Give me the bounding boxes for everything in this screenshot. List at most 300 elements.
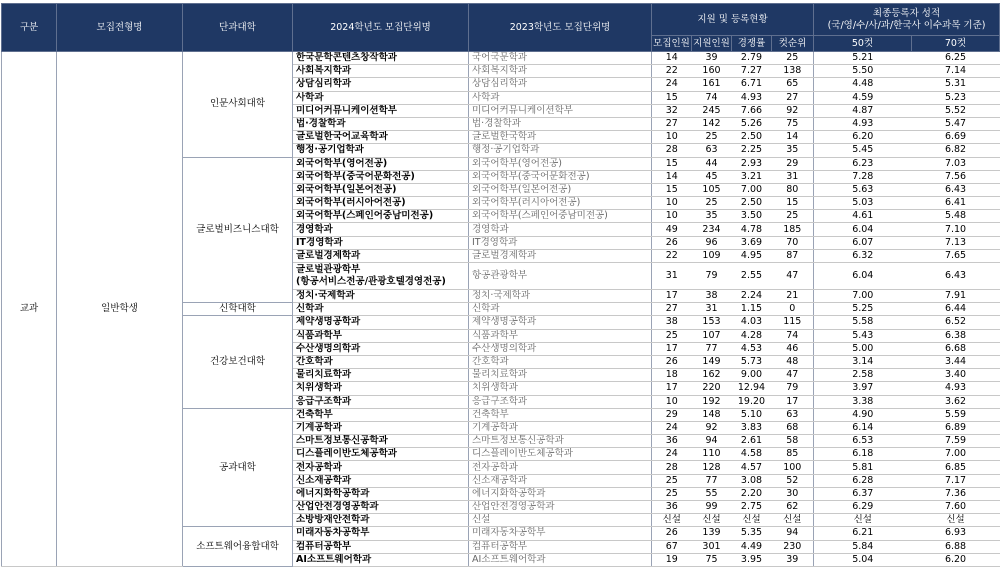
cut50-cell: 5.63 bbox=[814, 183, 912, 196]
recruit-cell: 24 bbox=[652, 78, 692, 91]
applicants-cell: 109 bbox=[692, 249, 732, 262]
unit-2023-cell: 미디어커뮤니케이션학부 bbox=[469, 104, 652, 117]
cut50-cell: 6.20 bbox=[814, 131, 912, 144]
unit-2024-cell: 글로벌경제학과 bbox=[293, 249, 469, 262]
college-cell: 공과대학 bbox=[183, 408, 293, 527]
cut50-cell: 5.45 bbox=[814, 144, 912, 157]
recruit-cell: 15 bbox=[652, 91, 692, 104]
cut70-cell: 3.44 bbox=[912, 355, 1000, 368]
header-cut50: 50컷 bbox=[814, 36, 912, 52]
unit-2024-cell: 미디어커뮤니케이션학부 bbox=[293, 104, 469, 117]
recruit-cell: 28 bbox=[652, 144, 692, 157]
applicants-cell: 160 bbox=[692, 65, 732, 78]
unit-2023-cell: 상담심리학과 bbox=[469, 78, 652, 91]
competition-cell: 12.94 bbox=[732, 382, 772, 395]
applicants-cell: 75 bbox=[692, 553, 732, 566]
cut50-cell: 5.00 bbox=[814, 342, 912, 355]
unit-2023-cell: 산업안전경영공학과 bbox=[469, 501, 652, 514]
applicants-cell: 63 bbox=[692, 144, 732, 157]
cut70-cell: 6.43 bbox=[912, 183, 1000, 196]
applicants-cell: 38 bbox=[692, 290, 732, 303]
applicants-cell: 39 bbox=[692, 52, 732, 65]
competition-cell: 2.24 bbox=[732, 290, 772, 303]
unit-2024-cell: 외국어학부(스페인어중남미전공) bbox=[293, 210, 469, 223]
applicants-cell: 55 bbox=[692, 487, 732, 500]
recruit-cell: 10 bbox=[652, 131, 692, 144]
unit-2023-cell: AI소프트웨어학과 bbox=[469, 553, 652, 566]
cut50-cell: 6.23 bbox=[814, 157, 912, 170]
competition-cell: 9.00 bbox=[732, 369, 772, 382]
applicants-cell: 107 bbox=[692, 329, 732, 342]
rank-cell: 75 bbox=[772, 117, 814, 130]
competition-cell: 1.15 bbox=[732, 303, 772, 316]
header-category: 구분 bbox=[2, 4, 57, 52]
cut50-cell: 6.04 bbox=[814, 263, 912, 290]
unit-2023-cell: 경영학과 bbox=[469, 223, 652, 236]
unit-2024-cell: 글로벌관광학부 (항공서비스전공/관광호텔경영전공) bbox=[293, 263, 469, 290]
unit-2023-cell: 글로벌경제학과 bbox=[469, 249, 652, 262]
rank-cell: 92 bbox=[772, 104, 814, 117]
cut70-cell: 6.38 bbox=[912, 329, 1000, 342]
unit-2023-cell: 외국어학부(스페인어중남미전공) bbox=[469, 210, 652, 223]
cut50-cell: 5.84 bbox=[814, 540, 912, 553]
cut50-cell: 5.25 bbox=[814, 303, 912, 316]
rank-cell: 63 bbox=[772, 408, 814, 421]
competition-cell: 3.21 bbox=[732, 170, 772, 183]
rank-cell: 65 bbox=[772, 78, 814, 91]
cut50-cell: 3.14 bbox=[814, 355, 912, 368]
header-unit-2024: 2024학년도 모집단위명 bbox=[293, 4, 469, 52]
rank-cell: 14 bbox=[772, 131, 814, 144]
competition-cell: 2.79 bbox=[732, 52, 772, 65]
rank-cell: 15 bbox=[772, 197, 814, 210]
cut50-cell: 6.14 bbox=[814, 421, 912, 434]
unit-2024-cell: 기계공학과 bbox=[293, 421, 469, 434]
unit-2023-cell: 건축학부 bbox=[469, 408, 652, 421]
cut50-cell: 5.21 bbox=[814, 52, 912, 65]
unit-2023-cell: 사학과 bbox=[469, 91, 652, 104]
cut50-cell: 4.48 bbox=[814, 78, 912, 91]
unit-2024-cell: 간호학과 bbox=[293, 355, 469, 368]
unit-2024-cell: 소방방재안전학과 bbox=[293, 514, 469, 527]
applicants-cell: 96 bbox=[692, 236, 732, 249]
unit-2023-cell: 제약생명공학과 bbox=[469, 316, 652, 329]
cut70-cell: 7.03 bbox=[912, 157, 1000, 170]
cut70-cell: 5.23 bbox=[912, 91, 1000, 104]
competition-cell: 4.58 bbox=[732, 448, 772, 461]
recruit-cell: 24 bbox=[652, 421, 692, 434]
unit-2023-cell: 기계공학과 bbox=[469, 421, 652, 434]
recruit-cell: 17 bbox=[652, 342, 692, 355]
header-college: 단과대학 bbox=[183, 4, 293, 52]
recruit-cell: 24 bbox=[652, 448, 692, 461]
applicants-cell: 128 bbox=[692, 461, 732, 474]
competition-cell: 5.73 bbox=[732, 355, 772, 368]
cut70-cell: 6.89 bbox=[912, 421, 1000, 434]
recruit-cell: 49 bbox=[652, 223, 692, 236]
rank-cell: 29 bbox=[772, 157, 814, 170]
rank-cell: 52 bbox=[772, 474, 814, 487]
cut70-cell: 5.52 bbox=[912, 104, 1000, 117]
unit-2023-cell: 사회복지학과 bbox=[469, 65, 652, 78]
cut50-cell: 6.37 bbox=[814, 487, 912, 500]
recruit-cell: 19 bbox=[652, 553, 692, 566]
header-apply-group: 지원 및 등록현황 bbox=[652, 4, 814, 36]
unit-2023-cell: 컴퓨터공학부 bbox=[469, 540, 652, 553]
header-cut70: 70컷 bbox=[912, 36, 1000, 52]
competition-cell: 4.93 bbox=[732, 91, 772, 104]
rank-cell: 47 bbox=[772, 369, 814, 382]
unit-2023-cell: 디스플레이반도체공학과 bbox=[469, 448, 652, 461]
category-cell: 교과 bbox=[2, 52, 57, 567]
recruit-cell: 67 bbox=[652, 540, 692, 553]
unit-2024-cell: 사회복지학과 bbox=[293, 65, 469, 78]
unit-2024-cell: 외국어학부(영어전공) bbox=[293, 157, 469, 170]
unit-2024-cell: 글로벌한국어교육학과 bbox=[293, 131, 469, 144]
cut50-cell: 3.38 bbox=[814, 395, 912, 408]
applicants-cell: 79 bbox=[692, 263, 732, 290]
recruit-cell: 27 bbox=[652, 117, 692, 130]
competition-cell: 5.10 bbox=[732, 408, 772, 421]
cut70-cell: 6.93 bbox=[912, 527, 1000, 540]
cut70-cell: 6.25 bbox=[912, 52, 1000, 65]
cut50-cell: 5.50 bbox=[814, 65, 912, 78]
cut50-cell: 6.29 bbox=[814, 501, 912, 514]
cut50-cell: 6.53 bbox=[814, 435, 912, 448]
unit-2023-cell: 물리치료학과 bbox=[469, 369, 652, 382]
applicants-cell: 99 bbox=[692, 501, 732, 514]
rank-cell: 74 bbox=[772, 329, 814, 342]
cut50-cell: 6.28 bbox=[814, 474, 912, 487]
rank-cell: 31 bbox=[772, 170, 814, 183]
unit-2024-cell: AI소프트웨어학과 bbox=[293, 553, 469, 566]
recruit-cell: 26 bbox=[652, 527, 692, 540]
rank-cell: 185 bbox=[772, 223, 814, 236]
recruit-cell: 27 bbox=[652, 303, 692, 316]
competition-cell: 7.00 bbox=[732, 183, 772, 196]
recruit-cell: 15 bbox=[652, 157, 692, 170]
cut70-cell: 6.52 bbox=[912, 316, 1000, 329]
unit-2023-cell: 항공관광학부 bbox=[469, 263, 652, 290]
rank-cell: 138 bbox=[772, 65, 814, 78]
cut70-cell: 7.36 bbox=[912, 487, 1000, 500]
rank-cell: 115 bbox=[772, 316, 814, 329]
unit-2024-cell: 산업안전경영공학과 bbox=[293, 501, 469, 514]
applicants-cell: 220 bbox=[692, 382, 732, 395]
admission-type-cell: 일반학생 bbox=[57, 52, 183, 567]
unit-2024-cell: 제약생명공학과 bbox=[293, 316, 469, 329]
recruit-cell: 25 bbox=[652, 487, 692, 500]
recruit-cell: 17 bbox=[652, 290, 692, 303]
competition-cell: 3.08 bbox=[732, 474, 772, 487]
unit-2023-cell: 식품과학부 bbox=[469, 329, 652, 342]
header-recruit: 모집인원 bbox=[652, 36, 692, 52]
cut50-cell: 4.87 bbox=[814, 104, 912, 117]
competition-cell: 2.50 bbox=[732, 131, 772, 144]
competition-cell: 3.95 bbox=[732, 553, 772, 566]
applicants-cell: 234 bbox=[692, 223, 732, 236]
rank-cell: 46 bbox=[772, 342, 814, 355]
applicants-cell: 105 bbox=[692, 183, 732, 196]
cut70-cell: 6.41 bbox=[912, 197, 1000, 210]
unit-2024-cell: 식품과학부 bbox=[293, 329, 469, 342]
cut50-cell: 4.61 bbox=[814, 210, 912, 223]
cut70-cell: 7.00 bbox=[912, 448, 1000, 461]
unit-2023-cell: 미래자동차공학부 bbox=[469, 527, 652, 540]
recruit-cell: 28 bbox=[652, 461, 692, 474]
unit-2023-cell: 신학과 bbox=[469, 303, 652, 316]
unit-2023-cell: 신소재공학과 bbox=[469, 474, 652, 487]
header-unit-2023: 2023학년도 모집단위명 bbox=[469, 4, 652, 52]
rank-cell: 25 bbox=[772, 52, 814, 65]
unit-2023-cell: 스마트정보통신공학과 bbox=[469, 435, 652, 448]
competition-cell: 4.49 bbox=[732, 540, 772, 553]
cut70-cell: 7.91 bbox=[912, 290, 1000, 303]
unit-2023-cell: 응급구조학과 bbox=[469, 395, 652, 408]
recruit-cell: 18 bbox=[652, 369, 692, 382]
competition-cell: 4.28 bbox=[732, 329, 772, 342]
cut70-cell: 6.44 bbox=[912, 303, 1000, 316]
cut50-cell: 5.04 bbox=[814, 553, 912, 566]
cut70-cell: 6.85 bbox=[912, 461, 1000, 474]
cut50-cell: 4.59 bbox=[814, 91, 912, 104]
recruit-cell: 25 bbox=[652, 329, 692, 342]
competition-cell: 5.26 bbox=[732, 117, 772, 130]
recruit-cell: 15 bbox=[652, 183, 692, 196]
applicants-cell: 45 bbox=[692, 170, 732, 183]
cut70-cell: 7.65 bbox=[912, 249, 1000, 262]
cut70-cell: 5.31 bbox=[912, 78, 1000, 91]
competition-cell: 6.71 bbox=[732, 78, 772, 91]
header-applicants: 지원인원 bbox=[692, 36, 732, 52]
unit-2023-cell: 국어국문학과 bbox=[469, 52, 652, 65]
recruit-cell: 22 bbox=[652, 249, 692, 262]
cut70-cell: 7.59 bbox=[912, 435, 1000, 448]
unit-2023-cell: 간호학과 bbox=[469, 355, 652, 368]
unit-2023-cell: 에너지화학공학과 bbox=[469, 487, 652, 500]
unit-2024-cell: 컴퓨터공학부 bbox=[293, 540, 469, 553]
rank-cell: 48 bbox=[772, 355, 814, 368]
cut70-cell: 6.43 bbox=[912, 263, 1000, 290]
unit-2024-cell: 치위생학과 bbox=[293, 382, 469, 395]
rank-cell: 25 bbox=[772, 210, 814, 223]
applicants-cell: 110 bbox=[692, 448, 732, 461]
cut70-cell: 4.93 bbox=[912, 382, 1000, 395]
cut50-cell: 4.93 bbox=[814, 117, 912, 130]
rank-cell: 80 bbox=[772, 183, 814, 196]
competition-cell: 2.61 bbox=[732, 435, 772, 448]
rank-cell: 79 bbox=[772, 382, 814, 395]
recruit-cell: 32 bbox=[652, 104, 692, 117]
cut50-cell: 4.90 bbox=[814, 408, 912, 421]
cut50-cell: 3.97 bbox=[814, 382, 912, 395]
cut50-cell: 5.81 bbox=[814, 461, 912, 474]
cut70-cell: 7.14 bbox=[912, 65, 1000, 78]
rank-cell: 17 bbox=[772, 395, 814, 408]
unit-2024-cell: 상담심리학과 bbox=[293, 78, 469, 91]
competition-cell: 3.83 bbox=[732, 421, 772, 434]
cut50-cell: 신설 bbox=[814, 514, 912, 527]
recruit-cell: 36 bbox=[652, 501, 692, 514]
cut50-cell: 6.18 bbox=[814, 448, 912, 461]
unit-2023-cell: 수산생명의학과 bbox=[469, 342, 652, 355]
rank-cell: 21 bbox=[772, 290, 814, 303]
cut50-cell: 6.21 bbox=[814, 527, 912, 540]
competition-cell: 3.69 bbox=[732, 236, 772, 249]
unit-2024-cell: 전자공학과 bbox=[293, 461, 469, 474]
cut50-cell: 5.58 bbox=[814, 316, 912, 329]
competition-cell: 2.20 bbox=[732, 487, 772, 500]
unit-2023-cell: 글로벌한국학과 bbox=[469, 131, 652, 144]
recruit-cell: 22 bbox=[652, 65, 692, 78]
cut70-cell: 5.48 bbox=[912, 210, 1000, 223]
unit-2023-cell: 신설 bbox=[469, 514, 652, 527]
rank-cell: 85 bbox=[772, 448, 814, 461]
unit-2023-cell: 법·경찰학과 bbox=[469, 117, 652, 130]
admission-results-table bbox=[1, 3, 1000, 567]
applicants-cell: 192 bbox=[692, 395, 732, 408]
recruit-cell: 36 bbox=[652, 435, 692, 448]
unit-2024-cell: 행정·공기업학과 bbox=[293, 144, 469, 157]
competition-cell: 4.03 bbox=[732, 316, 772, 329]
cut50-cell: 6.07 bbox=[814, 236, 912, 249]
competition-cell: 4.95 bbox=[732, 249, 772, 262]
applicants-cell: 31 bbox=[692, 303, 732, 316]
competition-cell: 3.50 bbox=[732, 210, 772, 223]
unit-2024-cell: 스마트정보통신공학과 bbox=[293, 435, 469, 448]
header-admission-type: 모집전형명 bbox=[57, 4, 183, 52]
rank-cell: 94 bbox=[772, 527, 814, 540]
unit-2024-cell: 신학과 bbox=[293, 303, 469, 316]
competition-cell: 신설 bbox=[732, 514, 772, 527]
recruit-cell: 10 bbox=[652, 395, 692, 408]
table-body bbox=[2, 52, 1000, 567]
unit-2024-cell: 외국어학부(러시아어전공) bbox=[293, 197, 469, 210]
recruit-cell: 26 bbox=[652, 236, 692, 249]
competition-cell: 4.53 bbox=[732, 342, 772, 355]
cut70-cell: 7.10 bbox=[912, 223, 1000, 236]
recruit-cell: 25 bbox=[652, 474, 692, 487]
recruit-cell: 10 bbox=[652, 210, 692, 223]
applicants-cell: 139 bbox=[692, 527, 732, 540]
unit-2023-cell: 치위생학과 bbox=[469, 382, 652, 395]
rank-cell: 100 bbox=[772, 461, 814, 474]
unit-2024-cell: 물리치료학과 bbox=[293, 369, 469, 382]
applicants-cell: 77 bbox=[692, 342, 732, 355]
cut70-cell: 5.59 bbox=[912, 408, 1000, 421]
cut70-cell: 6.68 bbox=[912, 342, 1000, 355]
cut70-cell: 7.56 bbox=[912, 170, 1000, 183]
unit-2024-cell: 한국문학콘텐츠창작학과 bbox=[293, 52, 469, 65]
competition-cell: 4.78 bbox=[732, 223, 772, 236]
college-cell: 건강보건대학 bbox=[183, 316, 293, 408]
competition-cell: 2.50 bbox=[732, 197, 772, 210]
unit-2024-cell: 에너지화학공학과 bbox=[293, 487, 469, 500]
unit-2024-cell: 미래자동차공학부 bbox=[293, 527, 469, 540]
header-rank: 컷순위 bbox=[772, 36, 814, 52]
competition-cell: 7.66 bbox=[732, 104, 772, 117]
cut50-cell: 6.04 bbox=[814, 223, 912, 236]
cut70-cell: 3.62 bbox=[912, 395, 1000, 408]
cut50-cell: 5.03 bbox=[814, 197, 912, 210]
unit-2024-cell: 외국어학부(일본어전공) bbox=[293, 183, 469, 196]
recruit-cell: 26 bbox=[652, 355, 692, 368]
recruit-cell: 38 bbox=[652, 316, 692, 329]
recruit-cell: 17 bbox=[652, 382, 692, 395]
unit-2024-cell: 디스플레이반도체공학과 bbox=[293, 448, 469, 461]
applicants-cell: 44 bbox=[692, 157, 732, 170]
cut50-cell: 7.00 bbox=[814, 290, 912, 303]
cut70-cell: 5.47 bbox=[912, 117, 1000, 130]
unit-2024-cell: IT경영학과 bbox=[293, 236, 469, 249]
rank-cell: 87 bbox=[772, 249, 814, 262]
applicants-cell: 301 bbox=[692, 540, 732, 553]
applicants-cell: 74 bbox=[692, 91, 732, 104]
applicants-cell: 153 bbox=[692, 316, 732, 329]
unit-2023-cell: 외국어학부(영어전공) bbox=[469, 157, 652, 170]
rank-cell: 39 bbox=[772, 553, 814, 566]
unit-2023-cell: 외국어학부(일본어전공) bbox=[469, 183, 652, 196]
unit-2023-cell: 외국어학부(중국어문화전공) bbox=[469, 170, 652, 183]
unit-2024-cell: 정치·국제학과 bbox=[293, 290, 469, 303]
rank-cell: 35 bbox=[772, 144, 814, 157]
unit-2024-cell: 법·경찰학과 bbox=[293, 117, 469, 130]
competition-cell: 2.55 bbox=[732, 263, 772, 290]
cut70-cell: 6.82 bbox=[912, 144, 1000, 157]
applicants-cell: 77 bbox=[692, 474, 732, 487]
rank-cell: 58 bbox=[772, 435, 814, 448]
cut70-cell: 6.88 bbox=[912, 540, 1000, 553]
cut50-cell: 2.58 bbox=[814, 369, 912, 382]
college-cell: 소프트웨어융합대학 bbox=[183, 527, 293, 567]
rank-cell: 68 bbox=[772, 421, 814, 434]
applicants-cell: 94 bbox=[692, 435, 732, 448]
unit-2023-cell: 외국어학부(러시아어전공) bbox=[469, 197, 652, 210]
cut70-cell: 7.17 bbox=[912, 474, 1000, 487]
recruit-cell: 31 bbox=[652, 263, 692, 290]
unit-2024-cell: 신소재공학과 bbox=[293, 474, 469, 487]
cut70-cell: 6.69 bbox=[912, 131, 1000, 144]
table-row bbox=[2, 52, 1000, 65]
unit-2023-cell: 행정·공기업학과 bbox=[469, 144, 652, 157]
cut50-cell: 5.43 bbox=[814, 329, 912, 342]
unit-2024-cell: 응급구조학과 bbox=[293, 395, 469, 408]
recruit-cell: 10 bbox=[652, 197, 692, 210]
college-cell: 신학대학 bbox=[183, 303, 293, 316]
rank-cell: 0 bbox=[772, 303, 814, 316]
rank-cell: 신설 bbox=[772, 514, 814, 527]
competition-cell: 5.35 bbox=[732, 527, 772, 540]
recruit-cell: 29 bbox=[652, 408, 692, 421]
unit-2023-cell: 정치·국제학과 bbox=[469, 290, 652, 303]
competition-cell: 2.75 bbox=[732, 501, 772, 514]
recruit-cell: 신설 bbox=[652, 514, 692, 527]
applicants-cell: 92 bbox=[692, 421, 732, 434]
applicants-cell: 245 bbox=[692, 104, 732, 117]
header-final-group: 최종등록자 성적 (국/영/수/사/과/한국사 이수과목 기준) bbox=[814, 4, 1000, 36]
competition-cell: 19.20 bbox=[732, 395, 772, 408]
header-competition: 경쟁률 bbox=[732, 36, 772, 52]
unit-2024-cell: 수산생명의학과 bbox=[293, 342, 469, 355]
unit-2023-cell: 전자공학과 bbox=[469, 461, 652, 474]
cut70-cell: 신설 bbox=[912, 514, 1000, 527]
applicants-cell: 161 bbox=[692, 78, 732, 91]
unit-2023-cell: IT경영학과 bbox=[469, 236, 652, 249]
rank-cell: 62 bbox=[772, 501, 814, 514]
unit-2024-cell: 경영학과 bbox=[293, 223, 469, 236]
rank-cell: 30 bbox=[772, 487, 814, 500]
cut50-cell: 7.28 bbox=[814, 170, 912, 183]
